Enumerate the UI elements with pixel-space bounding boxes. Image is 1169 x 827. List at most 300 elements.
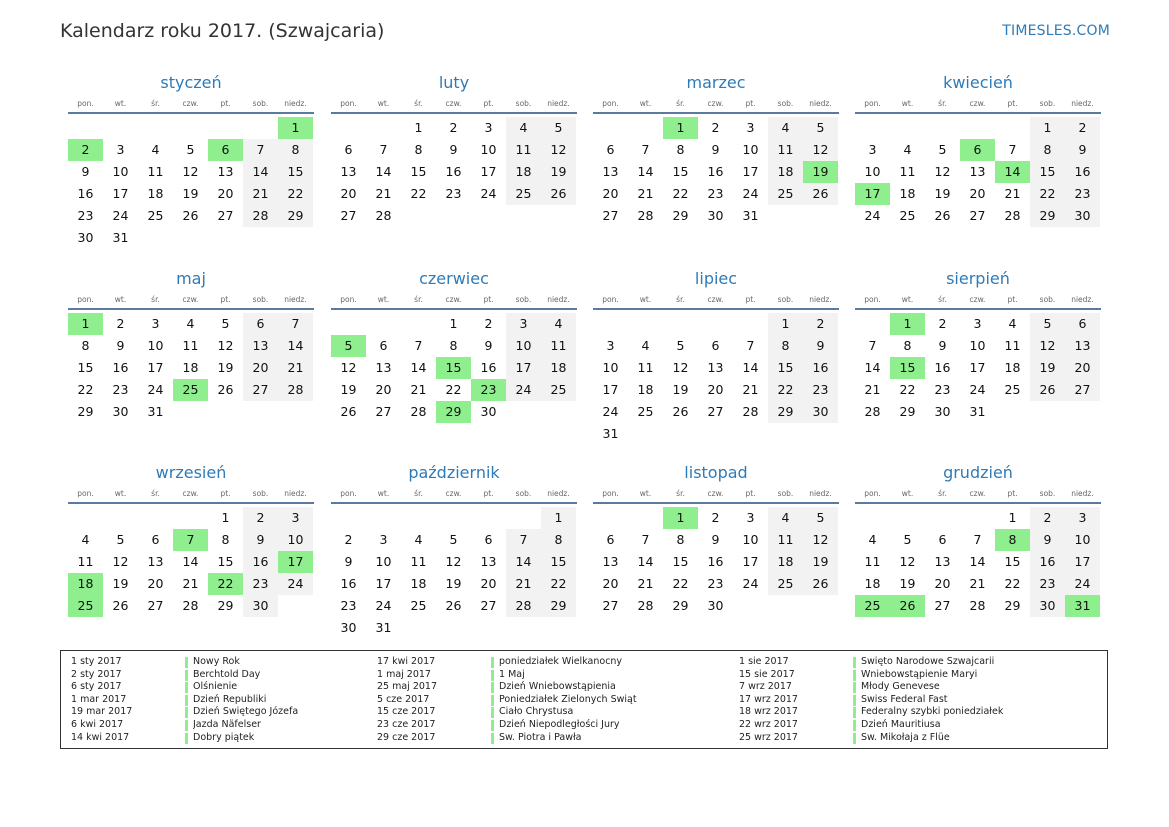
week-row xyxy=(68,227,314,249)
week-row xyxy=(855,313,1101,335)
day-cell: 31 xyxy=(602,426,619,441)
weekday-header xyxy=(68,97,314,114)
day-cell: 14 xyxy=(506,551,541,573)
day-cell: 17 xyxy=(147,360,164,375)
holiday-marker xyxy=(185,682,188,693)
holiday-row xyxy=(729,681,1031,694)
week-row xyxy=(855,379,1101,401)
day-cell: 18 xyxy=(637,382,654,397)
holiday-name: Św. Piotra i Pawła xyxy=(499,731,582,743)
weekday-label: wt. xyxy=(114,99,127,108)
day-cell: 6 xyxy=(344,142,353,157)
empty-cell xyxy=(173,507,208,529)
day-cell: 6 xyxy=(606,142,615,157)
weekday-label: śr. xyxy=(676,99,685,108)
empty-cell xyxy=(103,507,138,529)
holiday-name: Dobry piątek xyxy=(193,731,255,743)
day-cell: 24 xyxy=(278,573,313,595)
day-cell: 16 xyxy=(340,576,357,591)
empty-cell xyxy=(1030,401,1065,423)
day-cell: 26 xyxy=(112,598,129,613)
weekday-label: sob. xyxy=(515,489,532,498)
empty-cell xyxy=(138,227,173,249)
empty-cell xyxy=(471,617,506,639)
day-cell: 27 xyxy=(243,379,278,401)
empty-cell xyxy=(803,205,838,227)
day-cell: 28 xyxy=(410,404,427,419)
day-cell: 11 xyxy=(899,164,916,179)
day-cell: 7 xyxy=(641,142,650,157)
day-cell: 3 xyxy=(746,120,755,135)
day-cell: 2 xyxy=(711,120,720,135)
day-cell: 11 xyxy=(768,139,803,161)
day-cell: 20 xyxy=(340,186,357,201)
empty-cell xyxy=(960,507,995,529)
holiday-marker xyxy=(185,720,188,731)
empty-cell xyxy=(173,401,208,423)
weekday-label: pt. xyxy=(745,99,756,108)
day-cell: 4 xyxy=(151,142,160,157)
holiday-day-cell: 1 xyxy=(278,117,313,139)
week-row xyxy=(855,573,1101,595)
week-row xyxy=(68,573,314,595)
week-row xyxy=(68,357,314,379)
empty-cell xyxy=(208,227,243,249)
weekday-label: sob. xyxy=(1039,99,1056,108)
weekday-label: pon. xyxy=(602,295,619,304)
week-row xyxy=(331,357,577,379)
day-cell: 28 xyxy=(637,208,654,223)
day-cell: 21 xyxy=(506,573,541,595)
day-cell: 8 xyxy=(449,338,458,353)
holiday-day-cell: 26 xyxy=(890,595,925,617)
day-cell: 28 xyxy=(278,379,313,401)
weekday-label: wt. xyxy=(377,99,390,108)
day-cell: 15 xyxy=(278,161,313,183)
empty-cell xyxy=(138,117,173,139)
day-cell: 5 xyxy=(116,532,125,547)
day-cell: 24 xyxy=(147,382,164,397)
weekday-header xyxy=(593,97,839,114)
day-cell: 30 xyxy=(707,208,724,223)
day-cell: 26 xyxy=(217,382,234,397)
week-row xyxy=(331,139,577,161)
day-cell: 31 xyxy=(742,208,759,223)
week-row xyxy=(68,595,314,617)
day-cell: 8 xyxy=(541,529,576,551)
weekday-header xyxy=(593,487,839,504)
week-row xyxy=(68,551,314,573)
day-cell: 24 xyxy=(480,186,497,201)
day-cell: 11 xyxy=(1004,338,1021,353)
day-cell: 12 xyxy=(934,164,951,179)
empty-cell xyxy=(593,117,628,139)
day-cell: 25 xyxy=(768,573,803,595)
weekday-label: śr. xyxy=(414,295,423,304)
weekday-label: pon. xyxy=(602,489,619,498)
empty-cell xyxy=(436,507,471,529)
holiday-name: Dzień Niepodległości Jury xyxy=(499,718,620,730)
day-cell: 8 xyxy=(903,338,912,353)
week-row xyxy=(593,313,839,335)
weekday-label: pt. xyxy=(220,99,231,108)
day-cell: 1 xyxy=(541,507,576,529)
day-cell: 27 xyxy=(969,208,986,223)
month-block xyxy=(68,268,314,423)
holiday-row xyxy=(61,681,363,694)
holiday-row xyxy=(367,681,669,694)
day-cell: 27 xyxy=(375,404,392,419)
month-block xyxy=(331,268,577,423)
day-cell: 28 xyxy=(506,595,541,617)
day-cell: 3 xyxy=(606,338,615,353)
weekday-label: pon. xyxy=(340,489,357,498)
holiday-name: Federalny szybki poniedziałek xyxy=(861,706,1004,718)
day-cell: 21 xyxy=(969,576,986,591)
holiday-marker xyxy=(185,695,188,706)
empty-cell xyxy=(995,117,1030,139)
day-cell: 18 xyxy=(899,186,916,201)
day-cell: 24 xyxy=(112,208,129,223)
weekday-label: czw. xyxy=(707,99,724,108)
holiday-column xyxy=(367,656,669,744)
day-cell: 7 xyxy=(746,338,755,353)
day-cell: 20 xyxy=(602,186,619,201)
weekday-label: wt. xyxy=(639,99,652,108)
week-row xyxy=(331,529,577,551)
day-cell: 16 xyxy=(803,357,838,379)
day-cell: 27 xyxy=(934,598,951,613)
day-cell: 10 xyxy=(112,164,129,179)
week-row xyxy=(331,551,577,573)
day-cell: 13 xyxy=(147,554,164,569)
empty-cell xyxy=(925,507,960,529)
day-cell: 16 xyxy=(1030,551,1065,573)
empty-cell xyxy=(68,507,103,529)
day-cell: 1 xyxy=(414,120,423,135)
empty-cell xyxy=(855,117,890,139)
empty-cell xyxy=(278,595,313,617)
holiday-day-cell: 17 xyxy=(278,551,313,573)
empty-cell xyxy=(243,401,278,423)
day-cell: 3 xyxy=(484,120,493,135)
day-cell: 8 xyxy=(278,139,313,161)
day-cell: 4 xyxy=(506,117,541,139)
day-cell: 30 xyxy=(112,404,129,419)
empty-cell xyxy=(768,205,803,227)
day-cell: 19 xyxy=(1030,357,1065,379)
holiday-day-cell: 29 xyxy=(436,401,471,423)
empty-cell xyxy=(243,227,278,249)
month-block xyxy=(593,268,839,445)
month-block xyxy=(855,462,1101,617)
day-cell: 4 xyxy=(186,316,195,331)
week-row xyxy=(68,161,314,183)
weekday-label: niedz. xyxy=(547,295,570,304)
holiday-marker xyxy=(853,733,856,744)
week-row xyxy=(331,161,577,183)
holiday-column xyxy=(61,656,363,744)
weekday-label: śr. xyxy=(414,99,423,108)
weekday-label: niedz. xyxy=(284,489,307,498)
day-cell: 14 xyxy=(243,161,278,183)
holiday-marker xyxy=(491,695,494,706)
empty-cell xyxy=(506,507,541,529)
week-row xyxy=(593,183,839,205)
day-cell: 20 xyxy=(602,576,619,591)
week-row xyxy=(855,595,1101,617)
day-cell: 15 xyxy=(768,357,803,379)
holiday-date: 25 wrz 2017 xyxy=(739,731,798,743)
day-cell: 29 xyxy=(899,404,916,419)
holiday-name: Młody Genevese xyxy=(861,681,940,693)
week-row xyxy=(855,139,1101,161)
holiday-day-cell: 25 xyxy=(855,595,890,617)
holiday-date: 23 cze 2017 xyxy=(377,718,436,730)
day-cell: 11 xyxy=(506,139,541,161)
holiday-marker xyxy=(853,670,856,681)
day-cell: 4 xyxy=(81,532,90,547)
weekday-label: pt. xyxy=(220,489,231,498)
month-block xyxy=(593,462,839,617)
empty-cell xyxy=(925,117,960,139)
day-cell: 20 xyxy=(243,357,278,379)
empty-cell xyxy=(768,423,803,445)
weekday-label: pt. xyxy=(483,99,494,108)
day-cell: 2 xyxy=(484,316,493,331)
holiday-day-cell: 25 xyxy=(173,379,208,401)
day-cell: 9 xyxy=(938,338,947,353)
day-cell: 9 xyxy=(803,335,838,357)
weekday-label: czw. xyxy=(445,489,462,498)
day-cell: 29 xyxy=(768,401,803,423)
day-cell: 27 xyxy=(480,598,497,613)
day-cell: 3 xyxy=(746,510,755,525)
day-cell: 25 xyxy=(899,208,916,223)
day-cell: 4 xyxy=(768,507,803,529)
holiday-date: 15 cze 2017 xyxy=(377,706,436,718)
holiday-name: Ciało Chrystusa xyxy=(499,706,574,718)
day-cell: 3 xyxy=(868,142,877,157)
day-cell: 24 xyxy=(375,598,392,613)
holiday-marker xyxy=(491,670,494,681)
week-row xyxy=(593,551,839,573)
holiday-marker xyxy=(491,720,494,731)
day-cell: 26 xyxy=(1030,379,1065,401)
week-row xyxy=(593,335,839,357)
empty-cell xyxy=(331,313,366,335)
week-row xyxy=(593,205,839,227)
weekday-label: pt. xyxy=(483,295,494,304)
day-cell: 8 xyxy=(768,335,803,357)
day-cell: 9 xyxy=(484,338,493,353)
day-cell: 13 xyxy=(969,164,986,179)
weekday-label: czw. xyxy=(969,99,986,108)
day-cell: 26 xyxy=(803,183,838,205)
day-cell: 16 xyxy=(445,164,462,179)
holiday-row xyxy=(367,669,669,682)
day-cell: 23 xyxy=(707,186,724,201)
day-cell: 7 xyxy=(868,338,877,353)
week-row xyxy=(855,357,1101,379)
day-cell: 23 xyxy=(340,598,357,613)
day-cell: 19 xyxy=(340,382,357,397)
weekday-label: śr. xyxy=(151,489,160,498)
holiday-day-cell: 1 xyxy=(663,117,698,139)
week-row xyxy=(68,139,314,161)
day-cell: 5 xyxy=(903,532,912,547)
empty-cell xyxy=(208,401,243,423)
month-days xyxy=(331,507,577,639)
weekday-label: czw. xyxy=(969,295,986,304)
day-cell: 1 xyxy=(1030,117,1065,139)
day-cell: 15 xyxy=(541,551,576,573)
week-row xyxy=(331,379,577,401)
day-cell: 2 xyxy=(803,313,838,335)
empty-cell xyxy=(663,423,698,445)
week-row xyxy=(593,161,839,183)
week-row xyxy=(855,205,1101,227)
empty-cell xyxy=(803,423,838,445)
day-cell: 13 xyxy=(602,164,619,179)
month-name: styczeń xyxy=(160,73,222,92)
day-cell: 11 xyxy=(182,338,199,353)
day-cell: 19 xyxy=(803,551,838,573)
holiday-name: Jazda Näfelser xyxy=(193,718,261,730)
day-cell: 10 xyxy=(602,360,619,375)
empty-cell xyxy=(366,313,401,335)
day-cell: 12 xyxy=(340,360,357,375)
day-cell: 31 xyxy=(969,404,986,419)
day-cell: 16 xyxy=(1065,161,1100,183)
empty-cell xyxy=(1065,401,1100,423)
holiday-row xyxy=(729,694,1031,707)
day-cell: 24 xyxy=(506,379,541,401)
day-cell: 22 xyxy=(445,382,462,397)
month-name: maj xyxy=(176,269,206,288)
week-row xyxy=(593,401,839,423)
weekday-label: sob. xyxy=(777,489,794,498)
empty-cell xyxy=(173,227,208,249)
month-days xyxy=(331,313,577,423)
day-cell: 7 xyxy=(243,139,278,161)
week-row xyxy=(593,379,839,401)
day-cell: 10 xyxy=(742,532,759,547)
day-cell: 4 xyxy=(414,532,423,547)
day-cell: 9 xyxy=(81,164,90,179)
day-cell: 3 xyxy=(973,316,982,331)
day-cell: 17 xyxy=(969,360,986,375)
day-cell: 13 xyxy=(480,554,497,569)
day-cell: 5 xyxy=(449,532,458,547)
weekday-header xyxy=(331,487,577,504)
week-row xyxy=(68,507,314,529)
weekday-label: pon. xyxy=(864,99,881,108)
empty-cell xyxy=(593,313,628,335)
day-cell: 1 xyxy=(449,316,458,331)
day-cell: 18 xyxy=(864,576,881,591)
day-cell: 13 xyxy=(340,164,357,179)
brand-logo-text[interactable]: TIMESLES.COM xyxy=(1002,23,1110,39)
day-cell: 29 xyxy=(672,208,689,223)
holiday-date: 15 sie 2017 xyxy=(739,668,795,680)
day-cell: 20 xyxy=(934,576,951,591)
day-cell: 23 xyxy=(1065,183,1100,205)
day-cell: 9 xyxy=(1030,529,1065,551)
day-cell: 17 xyxy=(1065,551,1100,573)
weekday-label: pt. xyxy=(1007,99,1018,108)
day-cell: 12 xyxy=(899,554,916,569)
day-cell: 12 xyxy=(445,554,462,569)
day-cell: 25 xyxy=(1004,382,1021,397)
weekday-label: niedz. xyxy=(547,99,570,108)
day-cell: 6 xyxy=(938,532,947,547)
weekday-header xyxy=(593,293,839,310)
day-cell: 5 xyxy=(1030,313,1065,335)
day-cell: 5 xyxy=(186,142,195,157)
holiday-marker xyxy=(853,695,856,706)
holiday-marker xyxy=(185,670,188,681)
day-cell: 24 xyxy=(742,576,759,591)
day-cell: 8 xyxy=(414,142,423,157)
holiday-name: Dzień Wniebowstąpienia xyxy=(499,681,616,693)
day-cell: 13 xyxy=(602,554,619,569)
day-cell: 25 xyxy=(506,183,541,205)
holiday-date: 29 cze 2017 xyxy=(377,731,436,743)
day-cell: 17 xyxy=(602,382,619,397)
month-block xyxy=(68,72,314,249)
weekday-header xyxy=(855,487,1101,504)
day-cell: 5 xyxy=(676,338,685,353)
day-cell: 5 xyxy=(221,316,230,331)
day-cell: 12 xyxy=(217,338,234,353)
empty-cell xyxy=(366,507,401,529)
day-cell: 4 xyxy=(768,117,803,139)
holiday-day-cell: 15 xyxy=(436,357,471,379)
holiday-day-cell: 7 xyxy=(173,529,208,551)
day-cell: 11 xyxy=(147,164,164,179)
holiday-name: poniedziałek Wielkanocny xyxy=(499,656,623,667)
weekday-label: czw. xyxy=(182,99,199,108)
holiday-row xyxy=(729,706,1031,719)
day-cell: 28 xyxy=(637,598,654,613)
day-cell: 16 xyxy=(707,554,724,569)
day-cell: 22 xyxy=(278,183,313,205)
day-cell: 21 xyxy=(864,382,881,397)
day-cell: 30 xyxy=(707,598,724,613)
weekday-label: niedz. xyxy=(1071,489,1094,498)
holiday-marker xyxy=(853,720,856,731)
month-block xyxy=(593,72,839,227)
month-name: grudzień xyxy=(943,463,1013,482)
weekday-header xyxy=(855,293,1101,310)
empty-cell xyxy=(401,617,436,639)
day-cell: 20 xyxy=(969,186,986,201)
holiday-row xyxy=(367,694,669,707)
empty-cell xyxy=(103,117,138,139)
day-cell: 10 xyxy=(375,554,392,569)
holiday-row xyxy=(367,719,669,732)
weekday-header xyxy=(855,97,1101,114)
day-cell: 18 xyxy=(410,576,427,591)
weekday-label: sob. xyxy=(1039,489,1056,498)
week-row xyxy=(68,117,314,139)
holiday-date: 1 sty 2017 xyxy=(71,656,122,667)
day-cell: 22 xyxy=(899,382,916,397)
week-row xyxy=(593,507,839,529)
holiday-date: 19 mar 2017 xyxy=(71,706,133,718)
month-days xyxy=(855,117,1101,227)
